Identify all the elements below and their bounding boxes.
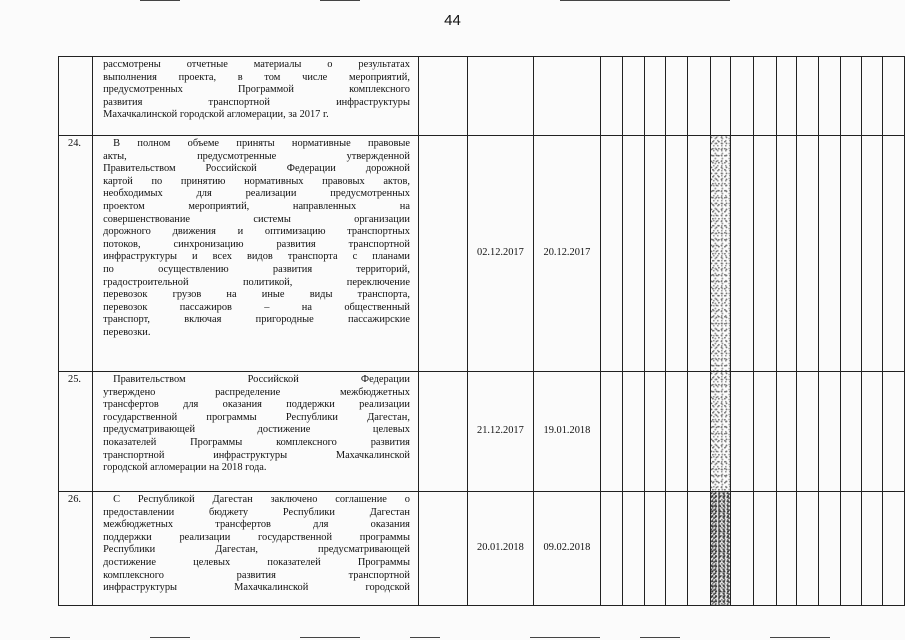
description-line: предусматривающей достижение целевых [103,424,410,436]
description-line: В полном объеме приняты нормативные правовые [113,138,410,149]
event-description [93,136,419,372]
timeline-cell [601,57,623,136]
description-line: проектом мероприятий, направленных на [103,200,410,212]
description-line: потоков, синхронизацию развития транспортной [103,238,410,250]
timeline-cell [710,57,730,136]
description-line: утверждено распределение межбюджетных [103,386,410,398]
timeline-cell [644,372,665,492]
description-line: межбюджетных трансфертов для оказания [103,519,410,531]
blank-cell [418,492,467,606]
timeline-cell [710,492,730,606]
timeline-cell [644,136,665,372]
description-line: перевозок грузов на иные виды транспорта, [103,289,410,301]
description-line: С Республикой Дагестан заключено соглашение о [113,494,410,505]
timeline-cell [862,372,882,492]
timeline-cell [710,136,730,372]
timeline-cell [666,372,688,492]
timeline-cell [731,492,754,606]
timeline-cell [840,136,861,372]
description-line: государственной программы Республики Дагестан, [103,411,410,423]
description-line: необходимых для реализации предусмотренных [103,188,410,200]
timeline-cell [601,372,623,492]
end-date: 09.02.2018 [533,492,600,606]
blank-cell [418,136,467,372]
row-number: 25. [59,372,93,492]
timeline-cell [882,372,904,492]
description-line: инфраструктуры Махачкалинской городской [103,582,410,594]
timeline-cell [819,492,840,606]
description-line: перевозок пассажиров – на общественный [103,301,410,313]
description-line: развития транспортной инфраструктуры [103,96,410,108]
timeline-cell [644,57,665,136]
timeline-cell [840,57,861,136]
description-line: Махачкалинской городской агломерации, за 2017 г. [103,109,329,121]
description-line: Республики Дагестан, предусматривающей [103,544,410,556]
scan-line-top-3 [560,0,730,1]
row-number: 26. [59,492,93,606]
blank-cell [418,372,467,492]
timeline-cell [819,136,840,372]
start-date: 20.01.2018 [468,492,534,606]
timeline-cell [754,57,776,136]
end-date: 19.01.2018 [533,372,600,492]
timeline-cell [601,136,623,372]
timeline-cell [688,136,710,372]
scan-line-bottom-6 [640,637,680,638]
scan-line-top-2 [320,0,360,1]
start-date: 21.12.2017 [468,372,534,492]
timeline-cell [644,492,665,606]
timeline-cell [797,136,819,372]
table-row [59,372,905,492]
event-description [93,57,419,136]
end-date: 20.12.2017 [533,136,600,372]
description-line: Правительством Российской Федерации дорожной [103,163,410,175]
timeline-cell [688,57,710,136]
timeline-cell [882,57,904,136]
scan-line-bottom-7 [770,637,830,638]
timeline-cell [797,492,819,606]
description-line: транспорт, включая пригородные пассажирские [103,314,410,326]
scan-line-bottom-4 [410,637,440,638]
timeline-cell [754,136,776,372]
timeline-cell [623,492,644,606]
timeline-cell [623,57,644,136]
timeline-cell [731,372,754,492]
end-date [533,57,600,136]
row-number: 24. [59,136,93,372]
timeline-cell [776,136,796,372]
timeline-cell [840,372,861,492]
timeline-cell [862,57,882,136]
timeline-cell [710,372,730,492]
table-row [59,492,905,606]
start-date: 02.12.2017 [468,136,534,372]
timeline-cell [754,372,776,492]
scan-line-bottom-5 [530,637,600,638]
timeline-cell [840,492,861,606]
description-line: комплексного развития транспортной [103,569,410,581]
timeline-cell [882,136,904,372]
description-line: перевозки. [103,326,151,338]
description-line: акты, предусмотренные утвержденной [103,150,410,162]
description-line: градостроительной политикой, переключение [103,276,410,288]
description-line: дорожного движения и оптимизацию транспортных [103,226,410,238]
scan-line-bottom-3 [300,637,360,638]
timeline-cell [819,372,840,492]
timeline-cell [776,492,796,606]
description-line: выполнения проекта, в том числе мероприятий, [103,71,410,83]
timeline-cell [623,136,644,372]
description-line: Правительством Российской Федерации [113,374,410,385]
description-line: предоставлении бюджету Республики Дагестан [103,506,410,518]
timeline-cell [688,372,710,492]
timeline-cell [666,57,688,136]
timeline-cell [754,492,776,606]
event-description [93,492,419,606]
description-line: транспортной инфраструктуры Махачкалинской [103,449,410,461]
timeline-cell [862,136,882,372]
timeline-cell [776,57,796,136]
timeline-cell [862,492,882,606]
table-row [59,57,905,136]
description-line: картой по принятию нормативных правовых актов, [103,175,410,187]
description-line: инфраструктуры и всех видов транспорта с планами [103,251,410,263]
description-line: рассмотрены отчетные материалы о результатах [103,59,410,70]
row-number [59,57,93,136]
description-line: совершенствование системы организации [103,213,410,225]
schedule-table [58,56,905,606]
description-line: трансфертов для оказания поддержки реализации [103,399,410,411]
description-line: достижение целевых показателей Программы [103,556,410,568]
timeline-cell [666,492,688,606]
timeline-cell [776,372,796,492]
scan-line-top-1 [140,0,180,1]
scan-line-bottom-1 [50,637,70,638]
description-line: показателей Программы комплексного развития [103,436,410,448]
description-line: предусмотренных Программой комплексного [103,84,410,96]
timeline-cell [601,492,623,606]
description-line: городской агломерации на 2018 года. [103,462,267,474]
blank-cell [418,57,467,136]
page-number: 44 [444,12,461,29]
description-line: поддержки реализации государственной программы [103,531,410,543]
scan-line-bottom-2 [150,637,190,638]
table-row [59,136,905,372]
timeline-cell [882,492,904,606]
timeline-cell [688,492,710,606]
timeline-cell [731,136,754,372]
start-date [468,57,534,136]
timeline-cell [797,57,819,136]
timeline-cell [623,372,644,492]
event-description [93,372,419,492]
timeline-cell [819,57,840,136]
description-line: по осуществлению развития территорий, [103,263,410,275]
timeline-cell [797,372,819,492]
timeline-cell [666,136,688,372]
timeline-cell [731,57,754,136]
